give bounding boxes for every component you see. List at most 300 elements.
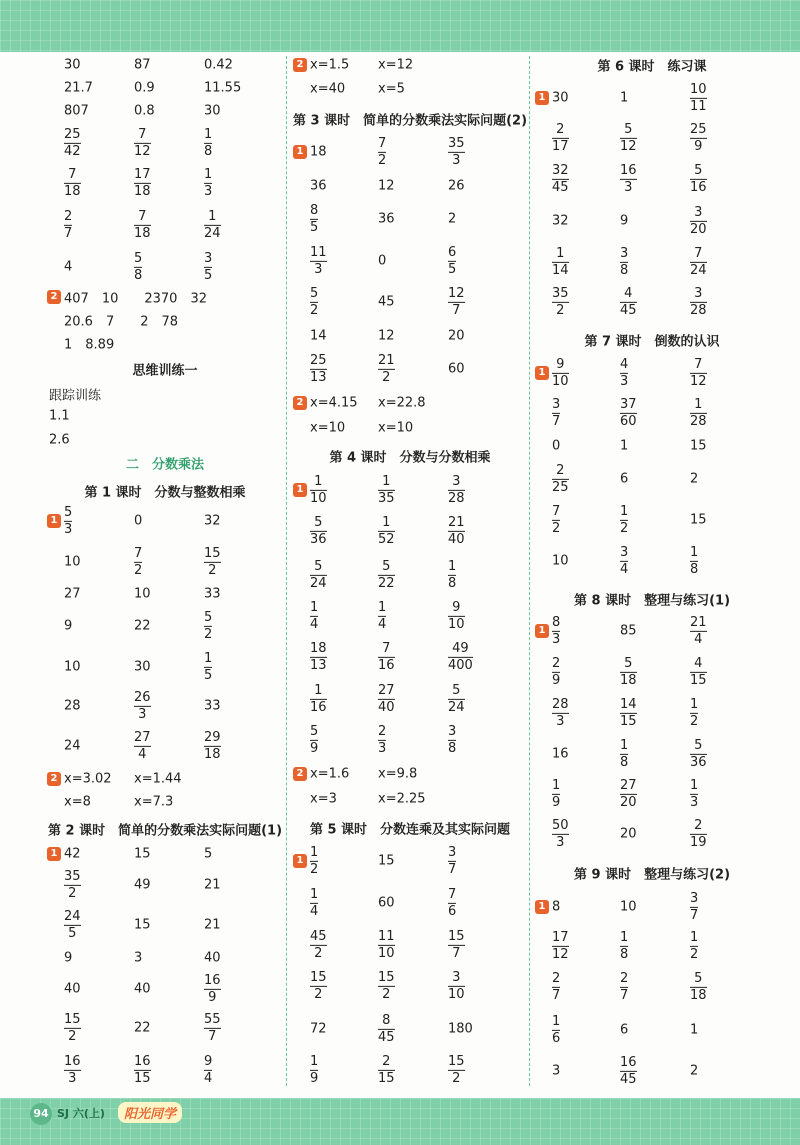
lesson-heading: 第 3 课时 简单的分数乘法实际问题(2) (292, 113, 528, 129)
answer-cell (448, 846, 456, 876)
question-number-badge: 1 (535, 624, 549, 638)
answer-cell (310, 930, 327, 960)
answer-cell (448, 601, 465, 631)
answer-cell (690, 83, 707, 113)
denominator: 40 (378, 699, 395, 715)
answer-cell: x=12 (378, 57, 414, 73)
fraction (690, 247, 707, 277)
numerator: 1 (690, 696, 699, 712)
fraction (448, 642, 473, 672)
fraction (690, 616, 707, 646)
denominator: 8 (690, 561, 699, 577)
lesson-heading: 思维训练一 (132, 363, 198, 379)
answer-cell: 21 (204, 877, 221, 893)
denominator: 17 (552, 138, 569, 154)
answer-cell (378, 642, 395, 672)
answer-cell (378, 1014, 395, 1044)
numerator: 16 (134, 1053, 151, 1069)
answer-cell: 22 (134, 618, 151, 634)
denominator: 18 (134, 183, 151, 199)
numerator: 10 (690, 81, 707, 97)
numerator: 7 (382, 640, 391, 656)
fraction (378, 516, 395, 546)
fraction (310, 684, 327, 714)
answer-cell (310, 560, 327, 590)
answer-cell (690, 657, 707, 687)
question-number-badge: 1 (535, 91, 549, 105)
answer-cell (310, 246, 327, 276)
numerator: 1 (690, 777, 699, 793)
fraction (620, 123, 637, 153)
denominator: 5 (204, 267, 213, 283)
denominator: 10 (310, 490, 327, 506)
denominator: 8 (620, 262, 629, 278)
fraction (310, 930, 327, 960)
fraction (620, 287, 637, 317)
fraction (134, 731, 151, 761)
answer-cell (378, 684, 395, 714)
answer-cell (552, 616, 560, 646)
fraction (378, 725, 386, 755)
answer-cell (310, 516, 327, 546)
denominator: 9 (552, 672, 561, 688)
answer-cell (620, 779, 637, 809)
fraction (204, 611, 212, 641)
answer-cell (448, 725, 456, 755)
answer-cell (552, 123, 569, 153)
answer-cell (690, 123, 707, 153)
fraction (64, 506, 72, 536)
numerator: 2 (382, 1053, 391, 1069)
numerator: 1 (310, 599, 319, 615)
lesson-heading: 第 2 课时 简单的分数乘法实际问题(1) (47, 823, 283, 839)
answer-cell: 32 (204, 513, 221, 529)
numerator: 11 (310, 244, 327, 260)
answer-cell (310, 354, 327, 384)
numerator: 1 (310, 844, 319, 860)
denominator: 45 (620, 302, 637, 318)
answer-cell: 26 (448, 178, 465, 194)
fraction (552, 247, 569, 277)
answer-cell (448, 684, 465, 714)
fraction (690, 657, 707, 687)
answer-cell (310, 475, 327, 505)
answer-cell: 20 (620, 826, 637, 842)
answer-cell: 40 (204, 950, 221, 966)
answer-cell: 10 (620, 899, 637, 915)
question-number-badge: 2 (293, 396, 307, 410)
denominator: 3 (138, 706, 147, 722)
fraction (378, 684, 395, 714)
answer-cell: 1 (690, 1022, 699, 1038)
answer-cell: 21 (204, 917, 221, 933)
answer-cell (204, 547, 221, 577)
numerator: 24 (64, 908, 81, 924)
answer-cell: 87 (134, 57, 151, 73)
answer-cell (448, 287, 465, 317)
answer-cell: 807 (64, 103, 89, 119)
answer-cell (690, 698, 698, 728)
answer-cell (620, 739, 628, 769)
numerator: 15 (204, 545, 221, 561)
numerator: 3 (620, 544, 629, 560)
numerator: 8 (552, 614, 561, 630)
answer-cell: 0.9 (134, 80, 155, 96)
fraction (378, 560, 395, 590)
denominator: 36 (310, 531, 327, 547)
answer-cell (620, 358, 628, 388)
answer-cell (310, 888, 318, 918)
denominator: 40 (448, 531, 465, 547)
denominator: 36 (690, 754, 707, 770)
denominator: 7 (64, 225, 73, 241)
denominator: 7 (208, 1028, 217, 1044)
fraction (620, 779, 637, 809)
denominator: 2 (552, 520, 561, 536)
numerator: 16 (204, 972, 221, 988)
denominator: 15 (378, 1070, 395, 1086)
denominator: 2 (382, 369, 391, 385)
denominator: 18 (620, 672, 637, 688)
fraction (378, 642, 395, 672)
lesson-heading: 第 9 课时 整理与练习(2) (573, 867, 731, 883)
answer-cell (204, 252, 212, 282)
fraction (690, 972, 707, 1002)
fraction (378, 137, 386, 167)
answer-cell: 42 (64, 846, 81, 862)
answer-cell: 5 (204, 846, 213, 862)
fraction (204, 731, 221, 761)
fraction (204, 168, 212, 198)
fraction (134, 252, 142, 282)
fraction (552, 779, 560, 809)
answer-cell (134, 547, 142, 577)
answer-cell: 28 (64, 698, 81, 714)
denominator: 400 (448, 657, 473, 673)
denominator: 20 (690, 221, 707, 237)
denominator: 18 (134, 225, 151, 241)
fraction (134, 691, 151, 721)
numerator: 1 (448, 558, 457, 574)
numerator: 5 (134, 250, 143, 266)
answer-cell: 0 (378, 253, 387, 269)
denominator: 8 (134, 267, 143, 283)
fraction (134, 1055, 151, 1085)
fraction (690, 398, 707, 428)
fraction (378, 971, 395, 1001)
denominator: 60 (620, 413, 637, 429)
answer-cell (134, 691, 151, 721)
denominator: 5 (310, 219, 319, 235)
answer-cell: 9 (64, 618, 73, 634)
answer-cell (620, 931, 628, 961)
answer-line: 2.6 (49, 432, 70, 448)
numerator: 14 (620, 696, 637, 712)
denominator: 2 (690, 713, 699, 729)
numerator: 32 (552, 162, 569, 178)
answer-cell: 30 (204, 103, 221, 119)
answer-cell (552, 779, 560, 809)
answer-cell (204, 1055, 212, 1085)
numerator: 7 (694, 356, 703, 372)
answer-cell (690, 398, 707, 428)
answer-cell (552, 164, 569, 194)
numerator: 9 (452, 599, 461, 615)
numerator: 2 (552, 655, 561, 671)
numerator: 16 (64, 1053, 81, 1069)
answer-cell (690, 358, 707, 388)
fraction (620, 546, 628, 576)
answer-cell: 0.8 (134, 103, 155, 119)
answer-cell (552, 247, 569, 277)
fraction (134, 547, 142, 577)
answer-cell (64, 168, 81, 198)
lesson-heading: 第 7 课时 倒数的认识 (584, 334, 720, 350)
answer-cell (134, 128, 151, 158)
numerator: 15 (378, 969, 395, 985)
numerator: 1 (620, 929, 629, 945)
lesson-heading: 第 1 课时 分数与整数相乘 (84, 485, 246, 501)
numerator: 55 (204, 1011, 221, 1027)
answer-cell (552, 1015, 560, 1045)
fraction (690, 739, 707, 769)
answer-cell: 60 (378, 895, 395, 911)
fraction (448, 684, 465, 714)
fraction (64, 910, 81, 940)
fraction (204, 1013, 221, 1043)
answer-cell (378, 516, 395, 546)
denominator: 10 (448, 986, 465, 1002)
fraction (448, 560, 456, 590)
fraction (552, 931, 569, 961)
denominator: 5 (448, 261, 457, 277)
fraction (448, 930, 465, 960)
answer-cell: 2 (690, 471, 699, 487)
fraction (204, 210, 221, 240)
numerator: 35 (64, 868, 81, 884)
fraction (690, 83, 707, 113)
denominator: 42 (64, 143, 81, 159)
denominator: 6 (552, 1030, 561, 1046)
numerator: 3 (694, 285, 703, 301)
numerator: 29 (204, 729, 221, 745)
numerator: 2 (556, 121, 565, 137)
answer-cell: x=10 (378, 420, 414, 436)
answer-cell: 60 (448, 361, 465, 377)
denominator: 2 (68, 885, 77, 901)
answer-cell (552, 464, 569, 494)
answer-cell (620, 505, 628, 535)
fraction (378, 1014, 395, 1044)
numerator: 37 (620, 396, 637, 412)
numerator: 1 (690, 544, 699, 560)
answer-cell (134, 252, 142, 282)
answer-cell: 30 (134, 659, 151, 675)
numerator: 21 (448, 514, 465, 530)
numerator: 1 (690, 929, 699, 945)
denominator: 4 (378, 616, 387, 632)
answer-cell (204, 974, 221, 1004)
answer-cell: 85 (620, 623, 637, 639)
answer-line: 1.1 (49, 408, 70, 424)
denominator: 3 (552, 631, 561, 647)
denominator: 12 (552, 946, 569, 962)
numerator: 45 (310, 928, 327, 944)
question-number-badge: 1 (535, 366, 549, 380)
lesson-heading: 第 8 课时 整理与练习(1) (573, 593, 731, 609)
answer-cell (64, 128, 81, 158)
fraction (620, 358, 628, 388)
answer-cell (204, 128, 212, 158)
fraction (310, 1055, 318, 1085)
answer-cell (378, 475, 395, 505)
answer-cell: 33 (204, 698, 221, 714)
answer-cell: 20 (448, 328, 465, 344)
answer-cell (378, 971, 395, 1001)
fraction (620, 1056, 637, 1086)
answer-cell: 18 (310, 144, 327, 160)
answer-cell: 0 (134, 513, 143, 529)
answer-cell (552, 657, 560, 687)
answer-cell (310, 642, 327, 672)
fraction (620, 972, 628, 1002)
answer-cell: 2 (690, 1063, 699, 1079)
fraction (448, 287, 465, 317)
answer-line: 20.6 7 2 78 (64, 314, 179, 330)
answer-cell: 15 (378, 853, 395, 869)
answer-cell (690, 931, 698, 961)
denominator: 12 (620, 138, 637, 154)
denominator: 2 (314, 945, 323, 961)
denominator: 2 (556, 302, 565, 318)
answer-cell: 24 (64, 738, 81, 754)
fraction (690, 358, 707, 388)
fraction (310, 846, 318, 876)
numerator: 7 (552, 503, 561, 519)
fraction (620, 657, 637, 687)
fraction (620, 505, 628, 535)
numerator: 7 (134, 545, 143, 561)
numerator: 15 (64, 1011, 81, 1027)
denominator: 7 (452, 945, 461, 961)
answer-cell: 1 (620, 438, 629, 454)
numerator: 27 (378, 682, 395, 698)
denominator: 20 (620, 794, 637, 810)
numerator: 9 (556, 356, 565, 372)
denominator: 2 (208, 562, 217, 578)
denominator: 7 (452, 302, 461, 318)
denominator: 52 (378, 531, 395, 547)
denominator: 22 (378, 575, 395, 591)
fraction (552, 398, 560, 428)
fraction (690, 698, 698, 728)
answer-cell (552, 505, 560, 535)
fraction (448, 846, 456, 876)
numerator: 1 (694, 396, 703, 412)
denominator: 28 (690, 413, 707, 429)
denominator: 9 (208, 989, 217, 1005)
answer-cell (690, 616, 707, 646)
fraction (620, 247, 628, 277)
numerator: 8 (310, 202, 319, 218)
fraction (552, 698, 569, 728)
numerator: 1 (310, 886, 319, 902)
fraction (552, 358, 569, 388)
denominator: 3 (556, 713, 565, 729)
denominator: 6 (448, 903, 457, 919)
answer-cell: 40 (134, 981, 151, 997)
denominator: 45 (552, 179, 569, 195)
denominator: 8 (448, 740, 457, 756)
answer-cell: 180 (448, 1021, 473, 1037)
answer-cell (690, 779, 698, 809)
answer-cell: x=4.15 (310, 395, 358, 411)
fraction (378, 475, 395, 505)
answer-cell (310, 601, 318, 631)
answer-cell (620, 698, 637, 728)
answer-cell (448, 642, 473, 672)
denominator: 7 (552, 413, 561, 429)
lesson-heading: 第 5 课时 分数连乘及其实际问题 (309, 822, 511, 838)
denominator: 7 (552, 987, 561, 1003)
fraction (690, 206, 707, 236)
answer-cell: 3 (552, 1063, 561, 1079)
denominator: 12 (690, 373, 707, 389)
denominator: 11 (690, 98, 707, 114)
fraction (552, 464, 569, 494)
answer-cell: x=3.02 (64, 771, 112, 787)
numerator: 3 (694, 204, 703, 220)
denominator: 8 (204, 143, 213, 159)
numerator: 3 (452, 969, 461, 985)
numerator: 2 (620, 970, 629, 986)
denominator: 2 (204, 626, 213, 642)
answer-cell (310, 287, 318, 317)
answer-cell (620, 164, 637, 194)
answer-cell (310, 971, 327, 1001)
denominator: 7 (448, 861, 457, 877)
denominator: 10 (378, 945, 395, 961)
numerator: 50 (552, 817, 569, 833)
answer-cell: 16 (552, 746, 569, 762)
fraction (552, 657, 560, 687)
answer-cell: 10 (64, 659, 81, 675)
denominator: 18 (64, 183, 81, 199)
numerator: 7 (378, 135, 387, 151)
answer-cell: x=7.3 (134, 794, 174, 810)
fraction (448, 475, 465, 505)
fraction (134, 210, 151, 240)
answer-cell: 1 (620, 90, 629, 106)
denominator: 3 (64, 521, 73, 537)
fraction (310, 246, 327, 276)
numerator: 7 (68, 166, 77, 182)
numerator: 5 (314, 514, 323, 530)
answer-cell (448, 888, 456, 918)
answer-cell: 12 (378, 178, 395, 194)
numerator: 2 (378, 723, 387, 739)
question-number-badge: 1 (293, 145, 307, 159)
top-decorative-band (0, 0, 800, 52)
answer-cell: 0.42 (204, 57, 233, 73)
fraction (310, 888, 318, 918)
answer-cell (620, 247, 628, 277)
question-number-badge: 2 (47, 772, 61, 786)
answer-cell (448, 246, 456, 276)
denominator: 3 (620, 373, 629, 389)
answer-cell (378, 137, 386, 167)
lesson-heading: 二 分数乘法 (125, 457, 205, 473)
